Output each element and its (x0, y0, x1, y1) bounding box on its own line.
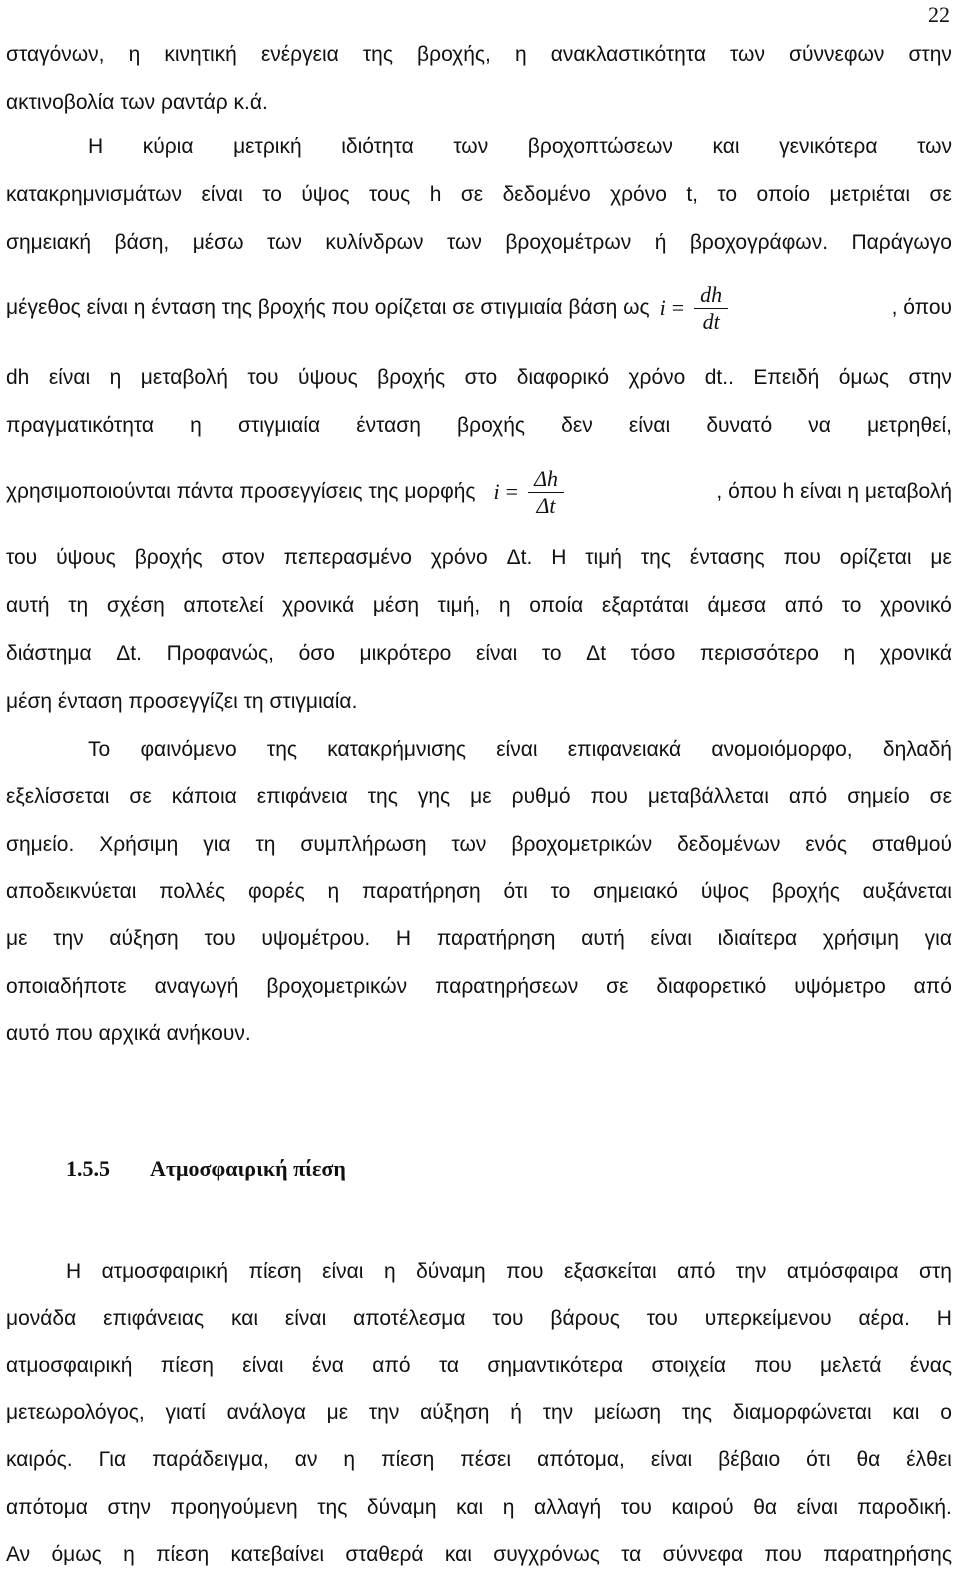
text-line: dh είναι η μεταβολή του ύψους βροχής στο διαφορικό χρόνο dt.. Επειδή όμως στην (6, 366, 952, 389)
text-line: Το φαινόμενο της κατακρήμνισης είναι επιφανειακά ανομοιόμορφο, δηλαδή (88, 738, 952, 761)
text-line: πραγματικότητα η στιγμιαία ένταση βροχής δεν είναι δυνατό να μετρηθεί, (6, 414, 952, 437)
fraction-delta-h-delta-t (528, 466, 564, 519)
section-title: Ατμοσφαιρική πίεση (150, 1156, 346, 1181)
text-line: Η κύρια μετρική ιδιότητα των βροχοπτώσεων και γενικότερα των (88, 135, 952, 158)
text-line: ακτινοβολία των ραντάρ κ.ά. (6, 91, 268, 114)
text-line: αυτή τη σχέση αποτελεί χρονικά μέση τιμή, η οποία εξαρτάται άμεσα από το χρονικό (6, 594, 952, 617)
text-line: μετεωρολόγος, γιατί ανάλογα με την αύξηση ή την μείωση της διαμορφώνεται και ο (6, 1401, 952, 1424)
text-line: Αν όμως η πίεση κατεβαίνει σταθερά και συγχρόνως τα σύννεφα που παρατηρήσης (6, 1543, 952, 1566)
section-number: 1.5.5 (66, 1156, 110, 1181)
equation-equals: = (505, 479, 519, 504)
equation-lhs: i (659, 295, 666, 320)
text-line: σταγόνων, η κινητική ενέργεια της βροχής, η ανακλαστικότητα των σύννεφων στην (6, 43, 952, 66)
text-line: αυτό που αρχικά ανήκουν. (6, 1022, 251, 1045)
text-line: μονάδα επιφάνειας και είναι αποτέλεσμα του βάρους του υπερκείμενου αέρα. Η (6, 1307, 952, 1330)
fraction-dh-dt (694, 282, 728, 335)
text-line: με την αύξηση του υψομέτρου. Η παρατήρηση αυτή είναι ιδιαίτερα χρήσιμη για (6, 927, 952, 950)
section-heading (66, 1156, 346, 1182)
text-line-with-equation: μέγεθος είναι η ένταση της βροχής που ορίζεται σε στιγμιαία βάση ως i = $\frac{dh}{dt}$ , όπου (6, 278, 952, 338)
text-line: ατμοσφαιρική πίεση είναι ένα από τα σημαντικότερα στοιχεία που μελετά ένας (6, 1354, 952, 1377)
text-line: οποιαδήποτε αναγωγή βροχομετρικών παρατηρήσεων σε διαφορετικό υψόμετρο από (6, 975, 952, 998)
text-line: Η ατμοσφαιρική πίεση είναι η δύναμη που εξασκείται από την ατμόσφαιρα στη (66, 1260, 952, 1283)
text-line: κατακρημνισμάτων είναι το ύψος τους h σε δεδομένο χρόνο t, το οποίο μετριέται σε (6, 183, 952, 206)
text-line-with-equation: χρησιμοποιούνται πάντα προσεγγίσεις της μορφής i = $\frac{\Delta h}{\Delta t}$ , όπου h είναι η μεταβολή (6, 462, 952, 522)
fraction-numerator: dh (694, 282, 728, 309)
text-line: σημείο. Χρήσιμη για τη συμπλήρωση των βροχομετρικών δεδομένων ενός σταθμού (6, 833, 952, 856)
text-line: καιρός. Για παράδειγμα, αν η πίεση πέσει απότομα, είναι βέβαιο ότι θα έλθει (6, 1448, 952, 1471)
equation-lhs: i (493, 479, 500, 504)
fraction-numerator: Δh (528, 466, 564, 493)
text-line: μέση ένταση προσεγγίζει τη στιγμιαία. (6, 690, 358, 713)
page-number: 22 (928, 2, 950, 27)
text-line: αποδεικνύεται πολλές φορές η παρατήρηση ότι το σημειακό ύψος βροχής αυξάνεται (6, 880, 952, 903)
equation-equals: = (671, 295, 685, 320)
text-line: διάστημα Δt. Προφανώς, όσο μικρότερο είναι το Δt τόσο περισσότερο η χρονικά (6, 642, 952, 665)
text-line: απότομα στην προηγούμενη της δύναμη και η αλλαγή του καιρού θα είναι παροδική. (6, 1496, 952, 1519)
fraction-denominator: dt (702, 308, 720, 334)
text-line: του ύψους βροχής στον πεπερασμένο χρόνο Δt. Η τιμή της έντασης που ορίζεται με (6, 546, 952, 569)
text-line: εξελίσσεται σε κάποια επιφάνεια της γης με ρυθμό που μεταβάλλεται από σημείο σε (6, 785, 952, 808)
fraction-denominator: Δt (536, 492, 556, 518)
text-line: σημειακή βάση, μέσω των κυλίνδρων των βροχομέτρων ή βροχογράφων. Παράγωγο (6, 231, 952, 254)
